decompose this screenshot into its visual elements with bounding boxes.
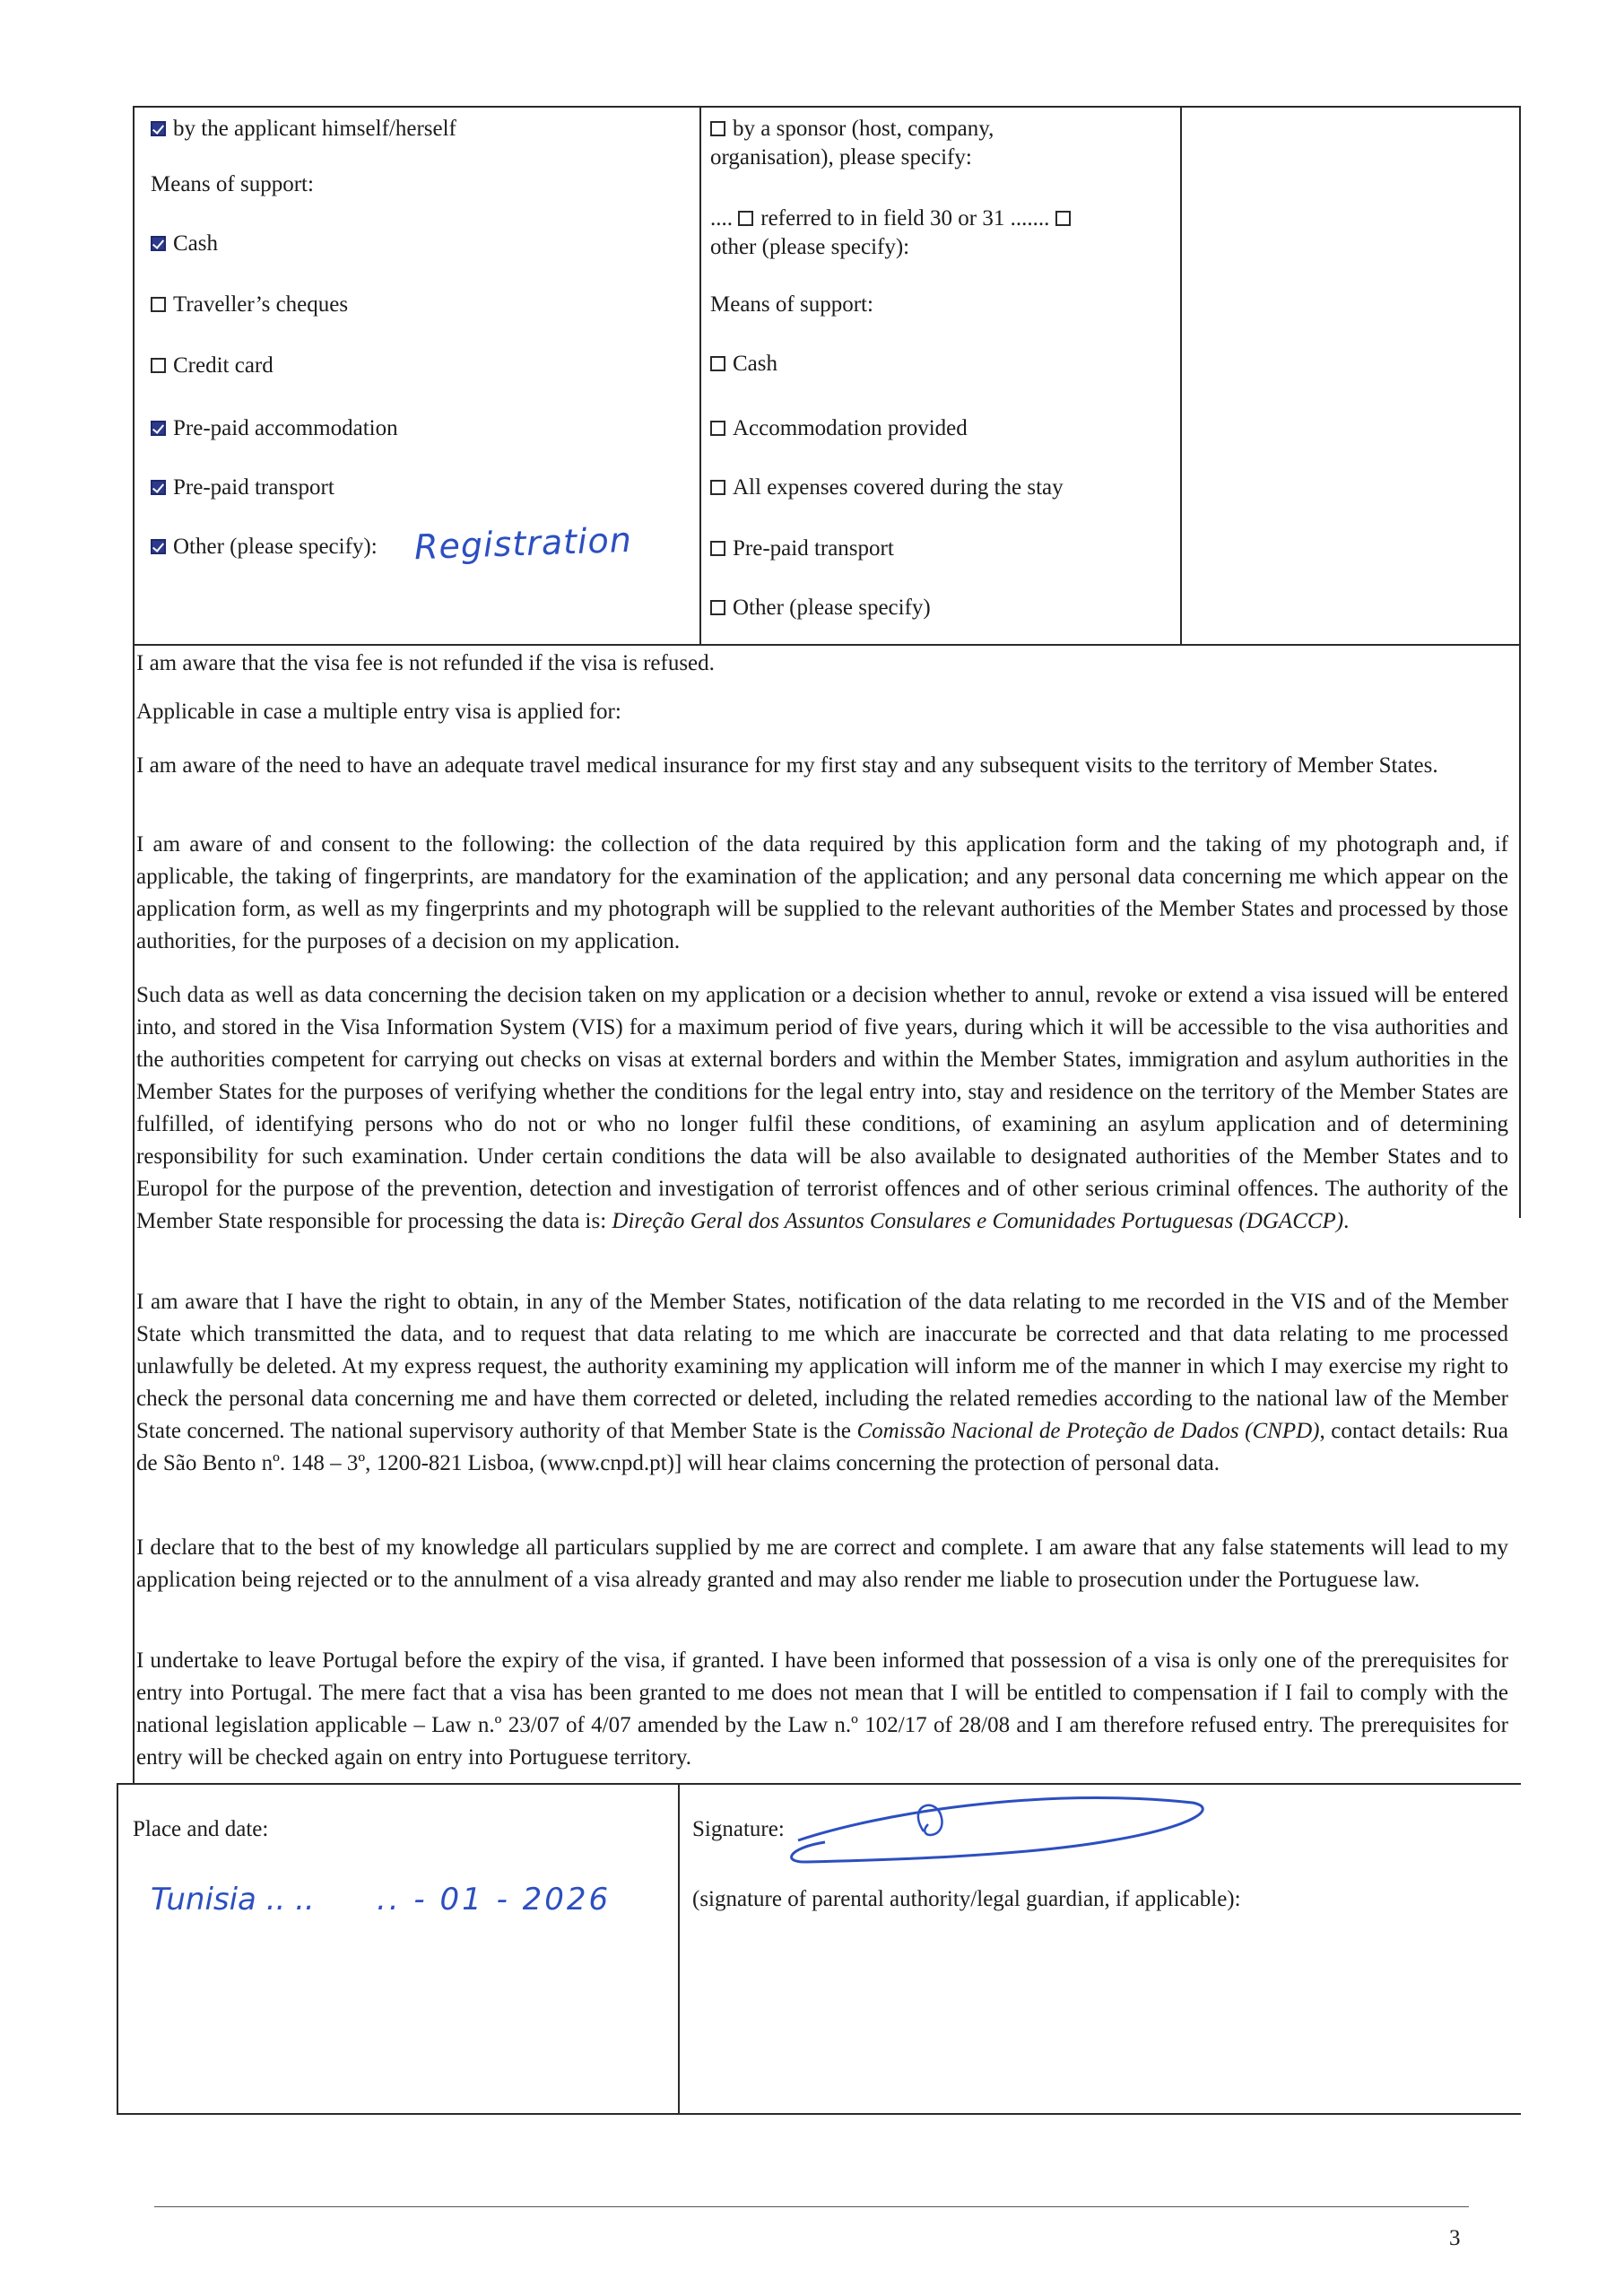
travellers-cheques-checkbox[interactable] [151, 297, 166, 312]
guardian-signature-label: (signature of parental authority/legal guardian, if applicable): [692, 1887, 1241, 1911]
left-option-other[interactable]: Other (please specify): [151, 531, 378, 563]
left-option-credit-card[interactable]: Credit card [151, 350, 274, 382]
right-option-other[interactable]: Other (please specify) [710, 592, 931, 624]
sponsor-other-specify-checkbox[interactable] [710, 600, 725, 615]
prepaid-transport-checkbox[interactable] [151, 480, 166, 495]
declaration-truth: I declare that to the best of my knowledge all particulars supplied by me are correct and complete. I am aware that any false statements will lead to my application being rejected or to the annulment of a visa already granted and may also render me liable to prosecution under the Portuguese law. [136, 1535, 1508, 1592]
declaration-vis: Such data as well as data concerning the decision taken on my application or a decision whether to annul, revoke or extend a visa issued will be entered into, and stored in the Visa Information System (VIS) for a maximum period of five years, during which it will be accessible to the visa authorities and the authorities competent for carrying out checks on visas at external borders and within the Member States, immigration and asylum authorities in the Member States for the purposes of verifying whether the conditions for the legal entry into, stay and residence on the territory of the Member States are fulfilled, of identifying persons who do not or who no longer fulfil these conditions, of examining an asylum application and of determining responsibility for such examination. Under certain conditions the data will be also available to designated authorities of the Member States and to Europol for the purpose of the prevention, detection and investigation of terrorist offences and of other serious criminal offences. The authority of the Member State responsible for processing the data is: Direção Geral dos Assuntos Consulares e Comunidades Portuguesas (DGACCP). [136, 983, 1508, 1233]
vis-authority-name: Direção Geral dos Assuntos Consulares e Comunidades Portuguesas (DGACCP) [612, 1209, 1344, 1233]
left-option-prepaid-accommodation[interactable]: Pre-paid accommodation [151, 413, 398, 445]
other-checkbox[interactable] [151, 539, 166, 554]
declaration-consent: I am aware of and consent to the following: the collection of the data required by this application form and the taking of my photograph and, if applicable, the taking of fingerprints, are mandatory for the examination of the application; and any personal data concerning me which appear on the application form, as well as my fingerprints and my photograph will be supplied to the relevant authorities of the Member States and processed by those authorities, for the purposes of a decision on my application. [136, 832, 1508, 953]
sponsor-other-label: other (please specify): [710, 235, 910, 259]
page-number: 3 [1449, 2226, 1461, 2250]
place-handwritten[interactable]: Tunisia .. .. [151, 1882, 315, 1918]
left-option-cash[interactable]: Cash [151, 228, 218, 260]
credit-card-checkbox[interactable] [151, 358, 166, 373]
declaration-insurance: I am aware of the need to have an adequate travel medical insurance for my first stay and any subsequent visits to the territory of Member States. [136, 753, 1438, 778]
self-funded-checkbox[interactable] [151, 121, 166, 136]
right-option-cash[interactable]: Cash [710, 348, 777, 380]
other-handwritten-value[interactable]: Registration [413, 519, 633, 568]
self-funded-option[interactable] [151, 113, 456, 145]
right-option-all-expenses[interactable]: All expenses covered during the stay [710, 472, 1064, 504]
sponsor-referred-row[interactable]: .... referred to in field 30 or 31 ....... [710, 203, 1078, 235]
declaration-leave: I undertake to leave Portugal before the expiry of the visa, if granted. I have been informed that possession of a visa is only one of the prerequisites for entry into Portugal. The mere fact that a visa has been granted to me does not mean that I will be entitled to compensation if I fail to comply with the national legislation applicable – Law n.º 23/07 of 4/07 amended by the Law n.º 102/17 of 28/08 and I am therefore refused entry. The prerequisites for entry will be checked again on entry into Portuguese territory. [136, 1648, 1508, 1770]
all-expenses-checkbox[interactable] [710, 480, 725, 495]
right-option-accommodation[interactable]: Accommodation provided [710, 413, 968, 445]
signature-label: Signature: [692, 1817, 785, 1841]
right-means-label: Means of support: [710, 292, 873, 317]
declaration-fee: I am aware that the visa fee is not refunded if the visa is refused. [136, 651, 715, 675]
place-date-label: Place and date: [133, 1817, 269, 1841]
declaration-rights: I am aware that I have the right to obtain, in any of the Member States, notification of the data relating to me recorded in the VIS and of the Member State which transmitted the data, and to request that data relating to me which are inaccurate be corrected and that data relating to me processed unlawfully be deleted. At my express request, the authority examining my application will inform me of the manner in which I may exercise my right to check the personal data concerning me and have them corrected or deleted, including the related remedies according to the national law of the Member State concerned. The national supervisory authority of that Member State is the Comissão Nacional de Proteção de Dados (CNPD), contact details: Rua de São Bento nº. 148 – 3º, 1200-821 Lisboa, (www.cnpd.pt)] will hear claims concerning the protection of personal data. [136, 1290, 1509, 1475]
footer-rule [154, 2206, 1469, 2207]
left-means-label: Means of support: [151, 172, 314, 196]
signature-scribble[interactable] [771, 1778, 1220, 1876]
sponsor-cash-checkbox[interactable] [710, 356, 725, 371]
sponsor-option[interactable]: by a sponsor (host, company, [710, 113, 994, 145]
accommodation-provided-checkbox[interactable] [710, 421, 725, 436]
referred-checkbox[interactable] [738, 211, 753, 226]
left-option-prepaid-transport[interactable]: Pre-paid transport [151, 472, 334, 504]
sponsor-checkbox[interactable] [710, 121, 725, 136]
sponsor-prepaid-transport-checkbox[interactable] [710, 541, 725, 556]
sponsor-other-checkbox[interactable] [1055, 211, 1071, 226]
cnpd-authority-name: Comissão Nacional de Proteção de Dados (CNPD) [856, 1419, 1320, 1443]
self-funded-label: by the applicant himself/herself [173, 117, 456, 141]
left-option-travellers-cheques[interactable]: Traveller’s cheques [151, 289, 348, 321]
prepaid-accommodation-checkbox[interactable] [151, 421, 166, 436]
cash-checkbox[interactable] [151, 236, 166, 251]
declarations-left-border [133, 644, 135, 1783]
declaration-multiple-entry: Applicable in case a multiple entry visa is applied for: [136, 700, 621, 724]
sponsor-header-line2: organisation), please specify: [710, 145, 972, 170]
right-option-prepaid-transport[interactable]: Pre-paid transport [710, 533, 894, 565]
date-handwritten[interactable]: .. - 01 - 2026 [377, 1882, 612, 1918]
